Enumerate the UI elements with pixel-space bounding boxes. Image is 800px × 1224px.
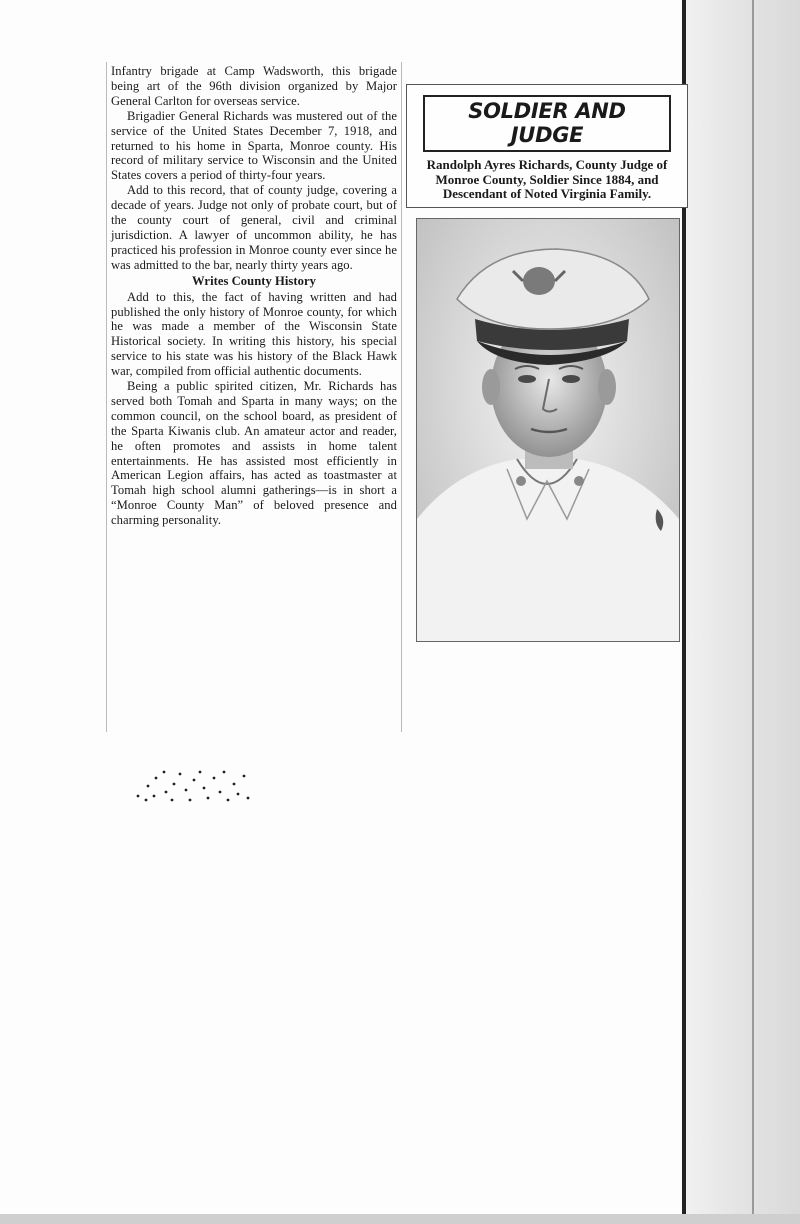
headline-title: SOLDIER AND JUDGE	[423, 95, 671, 152]
scan-bottom-edge	[0, 1214, 800, 1224]
portrait-illustration	[417, 219, 679, 641]
article-column	[106, 62, 402, 732]
headline-deck: Randolph Ayres Richards, County Judge of Monroe County, Soldier Since 1884, and Descendant of Noted Virginia Family.	[426, 157, 668, 201]
perforation-dots	[134, 766, 254, 806]
scan-edge	[682, 0, 800, 1224]
headline-box	[406, 84, 688, 208]
article-subheading: Writes County History	[192, 273, 316, 288]
article-paragraph: Add to this, the fact of having written and had published the only history of Monroe county, for which he was made a member of the Wisconsin State Historical society. In writing this history, his special service to his state was his history of the Black Hawk war, compiled from official authentic documents.	[111, 289, 397, 379]
scan-fold-line-secondary	[752, 0, 754, 1224]
article-paragraph: Being a public spirited citizen, Mr. Richards has served both Tomah and Sparta in many ways; on the common council, on the school board, as president of the Sparta Kiwanis club. An amateur actor and reader, he often promotes and assists in home talent entertainments. He has assisted most efficiently in American Legion affairs, has acted as toastmaster at Tomah high school alumni gatherings—is in short a “Monroe County Man” of beloved presence and charming personality.	[111, 379, 397, 528]
portrait-photo	[416, 218, 680, 642]
article-paragraph: Add to this record, that of county judge, covering a decade of years. Judge not only of probate court, but of the county court of general, civil and criminal jurisdiction. A lawyer of uncommon ability, he has practiced his profession in Monroe county ever since he was admitted to the bar, nearly thirty years ago.	[111, 183, 397, 272]
article-paragraph: Infantry brigade at Camp Wadsworth, this brigade being art of the 96th division organized by Major General Carlton for overseas service.	[111, 64, 397, 108]
article-paragraph: Brigadier General Richards was mustered out of the service of the United States December 7, 1918, and returned to his home in Sparta, Monroe county. His record of military service to Wisconsin and the United States covers a period of thirty-four years.	[111, 108, 397, 183]
